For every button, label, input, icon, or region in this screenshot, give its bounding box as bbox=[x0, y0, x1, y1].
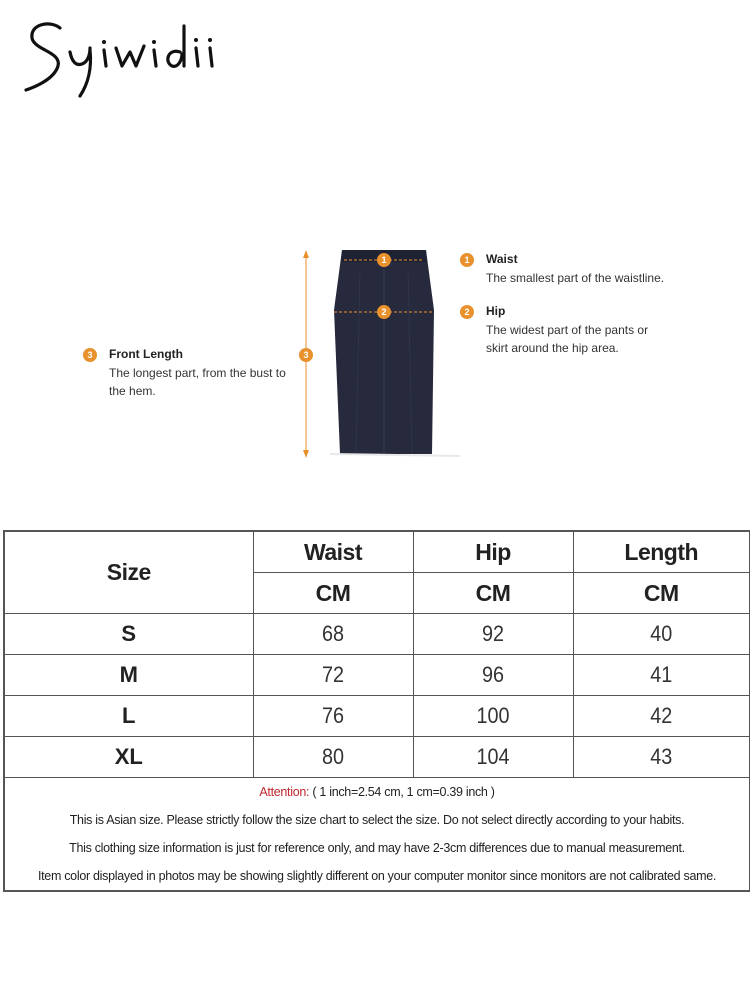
table-header-row bbox=[4, 531, 750, 573]
hip-value: 100 bbox=[421, 696, 565, 737]
badge-length-marker: 3 bbox=[299, 348, 313, 362]
hip-description-line2: skirt around the hip area. bbox=[486, 341, 619, 355]
size-notes bbox=[4, 778, 750, 892]
waist-value: 72 bbox=[261, 655, 405, 696]
unit-waist: CM bbox=[253, 573, 413, 614]
waist-description: The smallest part of the waistline. bbox=[486, 271, 665, 285]
table-row bbox=[4, 655, 750, 696]
attention-line bbox=[5, 778, 749, 806]
badge-waist-marker: 1 bbox=[377, 253, 391, 267]
notes-row bbox=[4, 778, 750, 892]
table-row bbox=[4, 737, 750, 778]
waist-value: 68 bbox=[261, 614, 405, 655]
length-description-line1: The longest part, from the bust to bbox=[109, 366, 286, 380]
hip-value: 104 bbox=[421, 737, 565, 778]
note-line-3: Item color displayed in photos may be showing slightly different on your computer monitor since monitors are not calibrated same. bbox=[37, 869, 717, 883]
header-waist: Waist bbox=[253, 531, 413, 573]
length-value: 40 bbox=[582, 614, 741, 655]
length-value: 42 bbox=[582, 696, 741, 737]
size-value: S bbox=[4, 614, 253, 655]
attention-label: Attention: bbox=[259, 785, 310, 799]
header-size: Size bbox=[4, 531, 253, 614]
header-hip: Hip bbox=[413, 531, 573, 573]
waist-value: 76 bbox=[261, 696, 405, 737]
unit-length: CM bbox=[573, 573, 750, 614]
waist-value: 80 bbox=[261, 737, 405, 778]
size-value: M bbox=[4, 655, 253, 696]
hip-value: 96 bbox=[421, 655, 565, 696]
measurement-diagram bbox=[0, 240, 750, 470]
badge-hip-note: 2 bbox=[460, 305, 474, 319]
table-row bbox=[4, 696, 750, 737]
note-line-1: This is Asian size. Please strictly follow the size chart to select the size. Do not select directly according to your habits. bbox=[69, 813, 685, 827]
size-chart-table bbox=[3, 530, 750, 892]
badge-length-note: 3 bbox=[83, 348, 97, 362]
length-title: Front Length bbox=[109, 347, 183, 361]
size-value: XL bbox=[4, 737, 253, 778]
unit-hip: CM bbox=[413, 573, 573, 614]
waist-title: Waist bbox=[486, 252, 518, 266]
attention-text: ( 1 inch=2.54 cm, 1 cm=0.39 inch ) bbox=[309, 785, 495, 799]
length-description-line2: the hem. bbox=[109, 384, 156, 398]
note-line-2: This clothing size information is just for reference only, and may have 2-3cm differences due to manual measurement. bbox=[69, 841, 685, 855]
brand-logo bbox=[22, 18, 222, 102]
hip-value: 92 bbox=[421, 614, 565, 655]
header-length: Length bbox=[573, 531, 750, 573]
table-row bbox=[4, 614, 750, 655]
hip-title: Hip bbox=[486, 304, 506, 318]
size-value: L bbox=[4, 696, 253, 737]
badge-hip-marker: 2 bbox=[377, 305, 391, 319]
hip-description-line1: The widest part of the pants or bbox=[486, 323, 649, 337]
badge-waist-note: 1 bbox=[460, 253, 474, 267]
length-value: 41 bbox=[582, 655, 741, 696]
length-value: 43 bbox=[582, 737, 741, 778]
